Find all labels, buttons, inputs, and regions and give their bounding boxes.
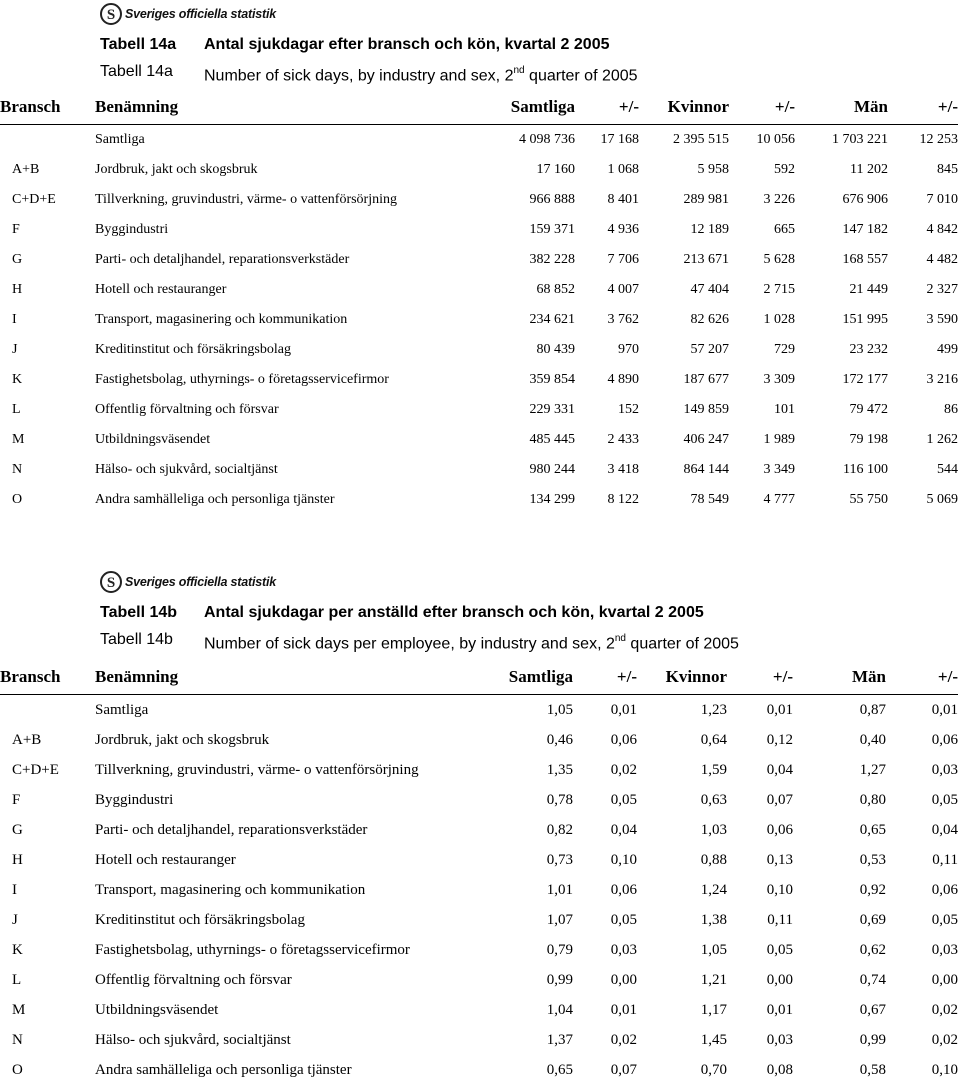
value-cell: 1,07 xyxy=(546,911,573,928)
value-cell: 11 202 xyxy=(850,162,888,177)
value-cell: 0,78 xyxy=(546,791,573,808)
industry-name: Jordbruk, jakt och skogsbruk xyxy=(95,731,270,748)
value-cell: 8 122 xyxy=(607,492,639,507)
value-cell: 151 995 xyxy=(842,312,888,327)
column-header: Män xyxy=(854,97,888,116)
value-cell: 0,64 xyxy=(700,731,727,748)
value-cell: 406 247 xyxy=(683,432,729,447)
value-cell: 0,99 xyxy=(546,971,573,988)
industry-code: M xyxy=(12,432,25,447)
value-cell: 0,69 xyxy=(859,911,886,928)
industry-code: L xyxy=(12,971,22,988)
value-cell: 729 xyxy=(774,342,795,357)
industry-code: I xyxy=(12,312,17,327)
value-cell: 592 xyxy=(774,162,795,177)
value-cell: 1,35 xyxy=(546,761,573,778)
table-row xyxy=(0,335,958,365)
value-cell: 10 056 xyxy=(756,132,795,147)
industry-name: Byggindustri xyxy=(95,222,169,237)
table-row xyxy=(0,875,958,905)
industry-name: Byggindustri xyxy=(95,791,174,808)
value-cell: 1 703 221 xyxy=(832,132,888,147)
industry-name: Hälso- och sjukvård, socialtjänst xyxy=(95,462,278,477)
value-cell: 0,06 xyxy=(610,731,637,748)
value-cell: 966 888 xyxy=(529,192,575,207)
industry-name: Kreditinstitut och försäkringsbolag xyxy=(95,342,291,357)
table-row xyxy=(0,815,958,845)
value-cell: 0,80 xyxy=(859,791,886,808)
value-cell: 1,23 xyxy=(700,701,727,718)
value-cell: 0,05 xyxy=(610,791,637,808)
value-cell: 3 418 xyxy=(607,462,639,477)
value-cell: 4 482 xyxy=(926,252,958,267)
value-cell: 0,62 xyxy=(859,941,886,958)
column-header: +/- xyxy=(774,97,795,116)
industry-code: F xyxy=(12,791,21,808)
industry-name: Kreditinstitut och försäkringsbolag xyxy=(95,911,305,928)
industry-name: Fastighetsbolag, uthyrnings- o företagsservicefirmor xyxy=(95,941,410,958)
value-cell: 68 852 xyxy=(536,282,575,297)
value-cell: 0,13 xyxy=(766,851,793,868)
value-cell: 5 069 xyxy=(926,492,958,507)
table-row xyxy=(0,155,958,185)
sos-logo-2 xyxy=(100,570,276,594)
value-cell: 0,11 xyxy=(932,851,958,868)
value-cell: 4 098 736 xyxy=(519,132,575,147)
value-cell: 1 262 xyxy=(926,432,958,447)
value-cell: 0,06 xyxy=(931,881,958,898)
column-header: Benämning xyxy=(95,667,179,686)
svg-text:S: S xyxy=(106,575,116,591)
column-header: +/- xyxy=(937,97,958,116)
industry-code: C+D+E xyxy=(12,192,56,207)
value-cell: 0,00 xyxy=(931,971,958,988)
table-row xyxy=(0,845,958,875)
industry-code: G xyxy=(12,821,23,838)
value-cell: 0,07 xyxy=(766,791,793,808)
industry-code: N xyxy=(12,1031,23,1048)
value-cell: 17 160 xyxy=(536,162,575,177)
value-cell: 4 007 xyxy=(607,282,639,297)
table-row xyxy=(0,1025,958,1055)
value-cell: 665 xyxy=(774,222,795,237)
industry-code: I xyxy=(12,881,17,898)
value-cell: 2 327 xyxy=(926,282,958,297)
value-cell: 359 854 xyxy=(529,372,575,387)
value-cell: 0,01 xyxy=(766,701,793,718)
value-cell: 0,67 xyxy=(859,1001,886,1018)
value-cell: 3 216 xyxy=(926,372,958,387)
value-cell: 12 189 xyxy=(690,222,729,237)
value-cell: 147 182 xyxy=(842,222,888,237)
industry-code: J xyxy=(12,911,18,928)
value-cell: 116 100 xyxy=(843,462,888,477)
column-header: Bransch xyxy=(0,667,61,686)
value-cell: 0,01 xyxy=(766,1001,793,1018)
industry-name: Utbildningsväsendet xyxy=(95,1001,219,1018)
value-cell: 544 xyxy=(937,462,958,477)
sos-logo xyxy=(100,2,276,26)
value-cell: 0,79 xyxy=(546,941,573,958)
industry-name: Transport, magasinering och kommunikation xyxy=(95,881,366,898)
industry-code: O xyxy=(12,1061,23,1078)
industry-name: Hälso- och sjukvård, socialtjänst xyxy=(95,1031,291,1048)
value-cell: 0,58 xyxy=(859,1061,886,1078)
value-cell: 5 628 xyxy=(763,252,795,267)
value-cell: 0,03 xyxy=(610,941,637,958)
value-cell: 0,03 xyxy=(931,761,958,778)
value-cell: 1,37 xyxy=(546,1031,573,1048)
value-cell: 0,53 xyxy=(859,851,886,868)
table-row xyxy=(0,755,958,785)
value-cell: 1,21 xyxy=(700,971,727,988)
industry-name: Samtliga xyxy=(95,701,149,718)
value-cell: 1 028 xyxy=(763,312,795,327)
value-cell: 0,87 xyxy=(859,701,886,718)
value-cell: 0,00 xyxy=(766,971,793,988)
value-cell: 970 xyxy=(618,342,639,357)
value-cell: 1 989 xyxy=(763,432,795,447)
table-row xyxy=(0,785,958,815)
value-cell: 0,02 xyxy=(610,761,637,778)
value-cell: 980 244 xyxy=(529,462,575,477)
industry-name: Transport, magasinering och kommunikation xyxy=(95,312,348,327)
table-row xyxy=(0,455,958,485)
value-cell: 3 762 xyxy=(607,312,639,327)
value-cell: 0,08 xyxy=(766,1061,793,1078)
value-cell: 0,00 xyxy=(610,971,637,988)
value-cell: 0,40 xyxy=(859,731,886,748)
value-cell: 0,02 xyxy=(931,1031,958,1048)
column-header: Samtliga xyxy=(510,97,575,116)
column-header: Kvinnor xyxy=(665,667,727,686)
industry-code: N xyxy=(12,462,23,477)
industry-name: Hotell och restauranger xyxy=(95,851,236,868)
value-cell: 0,02 xyxy=(610,1031,637,1048)
table-a-title-sv: Tabell 14a Antal sjukdagar efter bransch och kön, kvartal 2 2005 xyxy=(100,36,610,53)
value-cell: 80 439 xyxy=(536,342,575,357)
industry-code: K xyxy=(12,372,23,387)
value-cell: 4 936 xyxy=(607,222,639,237)
industry-name: Fastighetsbolag, uthyrnings- o företagsservicefirmor xyxy=(95,372,389,387)
value-cell: 0,65 xyxy=(859,821,886,838)
value-cell: 0,10 xyxy=(766,881,793,898)
value-cell: 134 299 xyxy=(529,492,575,507)
table-row xyxy=(0,395,958,425)
value-cell: 3 226 xyxy=(763,192,795,207)
value-cell: 0,46 xyxy=(546,731,573,748)
industry-code: F xyxy=(12,222,20,237)
table-a xyxy=(0,90,958,515)
value-cell: 0,10 xyxy=(610,851,637,868)
value-cell: 845 xyxy=(937,162,958,177)
value-cell: 1,03 xyxy=(700,821,727,838)
value-cell: 0,99 xyxy=(859,1031,886,1048)
table-row xyxy=(0,305,958,335)
industry-code: A+B xyxy=(12,731,42,748)
value-cell: 3 349 xyxy=(763,462,795,477)
value-cell: 0,82 xyxy=(546,821,573,838)
value-cell: 12 253 xyxy=(919,132,958,147)
value-cell: 1,04 xyxy=(546,1001,573,1018)
value-cell: 82 626 xyxy=(690,312,729,327)
industry-name: Offentlig förvaltning och försvar xyxy=(95,402,279,417)
industry-code: O xyxy=(12,492,23,507)
value-cell: 485 445 xyxy=(529,432,575,447)
value-cell: 382 228 xyxy=(529,252,575,267)
value-cell: 499 xyxy=(937,342,958,357)
industry-name: Hotell och restauranger xyxy=(95,282,227,297)
value-cell: 23 232 xyxy=(849,342,888,357)
table-row xyxy=(0,1055,958,1085)
value-cell: 17 168 xyxy=(600,132,639,147)
value-cell: 0,05 xyxy=(931,791,958,808)
industry-code: L xyxy=(12,402,21,417)
value-cell: 149 859 xyxy=(683,402,729,417)
value-cell: 0,63 xyxy=(700,791,727,808)
value-cell: 1,45 xyxy=(700,1031,727,1048)
value-cell: 1,24 xyxy=(700,881,727,898)
value-cell: 57 207 xyxy=(690,342,729,357)
value-cell: 0,04 xyxy=(766,761,793,778)
column-header: Bransch xyxy=(0,97,61,116)
industry-code xyxy=(0,695,95,726)
industry-code xyxy=(0,125,95,156)
column-header: +/- xyxy=(772,667,793,686)
table-row xyxy=(0,185,958,215)
industry-name: Parti- och detaljhandel, reparationsverkstäder xyxy=(95,821,368,838)
value-cell: 0,06 xyxy=(766,821,793,838)
value-cell: 864 144 xyxy=(683,462,729,477)
value-cell: 1,59 xyxy=(700,761,727,778)
table-a-title-en: Tabell 14a Number of sick days, by industry and sex, 2nd quarter of 2005 xyxy=(100,63,638,85)
industry-code: J xyxy=(12,342,18,357)
table-row xyxy=(0,905,958,935)
sos-logo-icon xyxy=(100,571,122,593)
value-cell: 1 068 xyxy=(607,162,639,177)
value-cell: 0,01 xyxy=(931,701,958,718)
value-cell: 0,02 xyxy=(931,1001,958,1018)
svg-text:S: S xyxy=(106,7,116,23)
value-cell: 8 401 xyxy=(607,192,639,207)
value-cell: 3 590 xyxy=(926,312,958,327)
industry-code: H xyxy=(12,282,23,297)
table-row xyxy=(0,995,958,1025)
column-header: +/- xyxy=(937,667,958,686)
value-cell: 0,65 xyxy=(546,1061,573,1078)
value-cell: 0,11 xyxy=(767,911,793,928)
table-row xyxy=(0,275,958,305)
column-header: +/- xyxy=(616,667,637,686)
value-cell: 0,03 xyxy=(766,1031,793,1048)
value-cell: 0,04 xyxy=(931,821,958,838)
industry-code: C+D+E xyxy=(12,761,59,778)
value-cell: 1,05 xyxy=(546,701,573,718)
table-b-title-sv: Tabell 14b Antal sjukdagar per anställd efter bransch och kön, kvartal 2 2005 xyxy=(100,604,704,621)
industry-code: H xyxy=(12,851,23,868)
column-header: +/- xyxy=(618,97,639,116)
industry-code: A+B xyxy=(12,162,40,177)
value-cell: 101 xyxy=(774,402,795,417)
value-cell: 2 433 xyxy=(607,432,639,447)
value-cell: 187 677 xyxy=(683,372,729,387)
value-cell: 0,01 xyxy=(610,701,637,718)
value-cell: 1,01 xyxy=(546,881,573,898)
industry-name: Jordbruk, jakt och skogsbruk xyxy=(95,162,258,177)
table-row xyxy=(0,935,958,965)
value-cell: 0,01 xyxy=(610,1001,637,1018)
value-cell: 0,70 xyxy=(700,1061,727,1078)
value-cell: 172 177 xyxy=(842,372,888,387)
sos-logo-icon xyxy=(100,3,122,25)
logo-text: Sveriges officiella statistik xyxy=(125,7,276,21)
value-cell: 0,12 xyxy=(766,731,793,748)
table-row xyxy=(0,125,958,156)
value-cell: 7 706 xyxy=(607,252,639,267)
value-cell: 2 395 515 xyxy=(673,132,729,147)
value-cell: 0,05 xyxy=(610,911,637,928)
value-cell: 0,88 xyxy=(700,851,727,868)
table-row xyxy=(0,485,958,515)
table-row xyxy=(0,695,958,726)
table-b-title-en: Tabell 14b Number of sick days per employee, by industry and sex, 2nd quarter of 2005 xyxy=(100,631,739,653)
industry-name: Utbildningsväsendet xyxy=(95,432,211,447)
table-row xyxy=(0,725,958,755)
value-cell: 234 621 xyxy=(529,312,575,327)
table-row xyxy=(0,425,958,455)
value-cell: 4 890 xyxy=(607,372,639,387)
industry-code: M xyxy=(12,1001,26,1018)
table-row xyxy=(0,365,958,395)
value-cell: 1,27 xyxy=(859,761,886,778)
value-cell: 55 750 xyxy=(849,492,888,507)
column-header: Benämning xyxy=(95,97,179,116)
value-cell: 152 xyxy=(618,402,639,417)
value-cell: 21 449 xyxy=(849,282,888,297)
value-cell: 229 331 xyxy=(529,402,575,417)
value-cell: 5 958 xyxy=(697,162,729,177)
value-cell: 0,74 xyxy=(859,971,886,988)
value-cell: 213 671 xyxy=(683,252,729,267)
value-cell: 0,06 xyxy=(610,881,637,898)
industry-name: Parti- och detaljhandel, reparationsverkstäder xyxy=(95,252,350,267)
industry-name: Tillverkning, gruvindustri, värme- o vattenförsörjning xyxy=(95,192,397,207)
value-cell: 676 906 xyxy=(842,192,888,207)
value-cell: 0,05 xyxy=(931,911,958,928)
value-cell: 289 981 xyxy=(683,192,729,207)
value-cell: 159 371 xyxy=(529,222,575,237)
table-row xyxy=(0,215,958,245)
value-cell: 0,05 xyxy=(766,941,793,958)
column-header: Samtliga xyxy=(508,667,573,686)
value-cell: 0,73 xyxy=(546,851,573,868)
industry-name: Andra samhälleliga och personliga tjänster xyxy=(95,1061,352,1078)
value-cell: 1,38 xyxy=(700,911,727,928)
table-row xyxy=(0,245,958,275)
value-cell: 0,10 xyxy=(931,1061,958,1078)
table-b xyxy=(0,660,958,1085)
value-cell: 0,92 xyxy=(859,881,886,898)
table-row xyxy=(0,965,958,995)
value-cell: 2 715 xyxy=(763,282,795,297)
industry-name: Andra samhälleliga och personliga tjänster xyxy=(95,492,335,507)
value-cell: 79 472 xyxy=(849,402,888,417)
value-cell: 168 557 xyxy=(842,252,888,267)
industry-code: G xyxy=(12,252,23,267)
value-cell: 86 xyxy=(944,402,958,417)
value-cell: 7 010 xyxy=(926,192,958,207)
value-cell: 79 198 xyxy=(849,432,888,447)
column-header: Män xyxy=(852,667,886,686)
logo-text: Sveriges officiella statistik xyxy=(125,575,276,589)
column-header: Kvinnor xyxy=(667,97,729,116)
value-cell: 4 842 xyxy=(926,222,958,237)
industry-name: Samtliga xyxy=(95,132,145,147)
value-cell: 1,05 xyxy=(700,941,727,958)
value-cell: 4 777 xyxy=(763,492,795,507)
value-cell: 47 404 xyxy=(690,282,729,297)
value-cell: 0,07 xyxy=(610,1061,637,1078)
value-cell: 78 549 xyxy=(690,492,729,507)
value-cell: 1,17 xyxy=(700,1001,727,1018)
value-cell: 0,06 xyxy=(931,731,958,748)
industry-name: Tillverkning, gruvindustri, värme- o vattenförsörjning xyxy=(95,761,419,778)
value-cell: 0,03 xyxy=(931,941,958,958)
value-cell: 0,04 xyxy=(610,821,637,838)
industry-name: Offentlig förvaltning och försvar xyxy=(95,971,292,988)
value-cell: 3 309 xyxy=(763,372,795,387)
industry-code: K xyxy=(12,941,23,958)
